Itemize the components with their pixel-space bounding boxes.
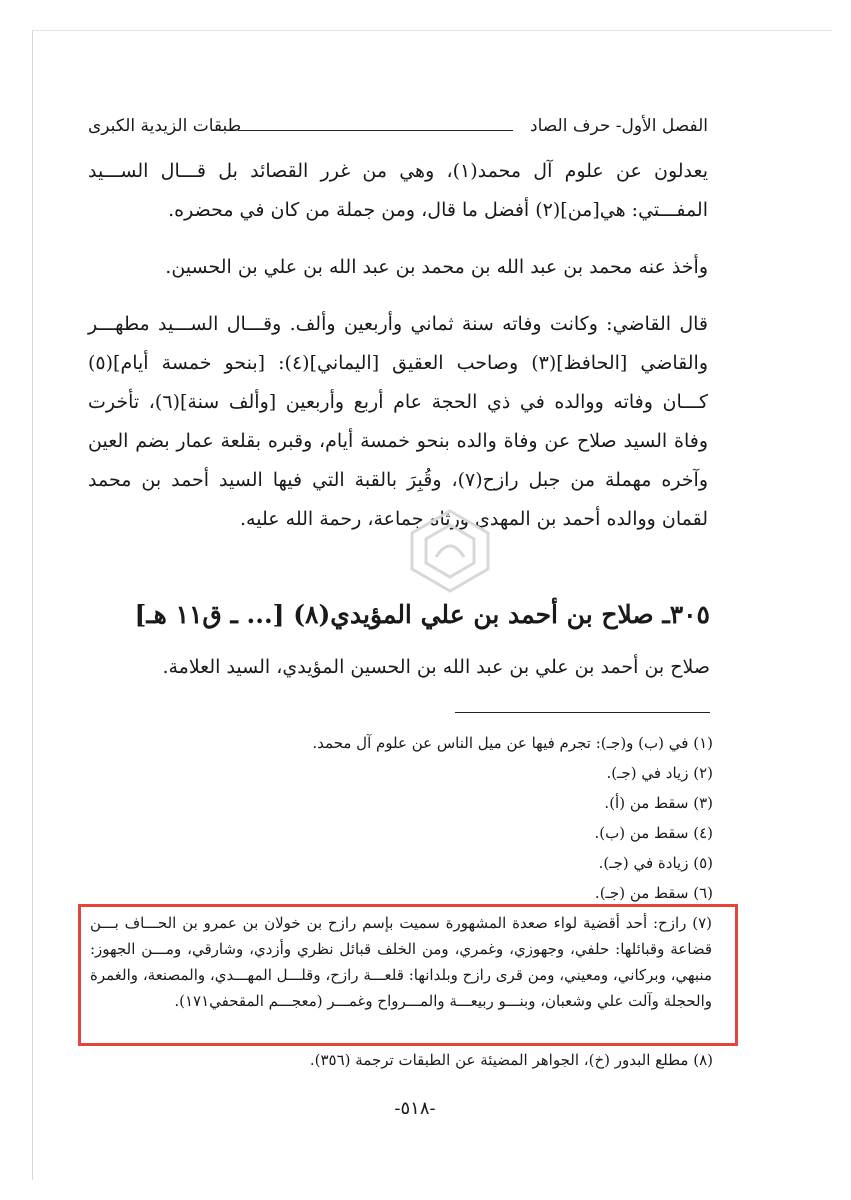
main-text [88,152,708,539]
footnote: (٣) سقط من (أ). [604,794,713,812]
page-number: -٥١٨- [394,1098,436,1119]
library-watermark-icon [400,505,500,595]
footnote: (٥) زيادة في (جـ). [598,854,713,872]
footnote-7-highlighted: (٧) رازح: أحد أقضية لواء صعدة المشهورة سميت بإسم رازح بن خولان بن عمرو بن الحـــاف بـــن قضاعة وقبائلها: حلفي، وجهوزي، وغمري، ومن الخلف قبائل نظري وأزدي، وشارقي، ومـــن الجهوز: منبهي، وبركاني، ومعيني، ومن قرى رازح وبلدانها: قلعـــة رازح، وقلـــل المهـــدي، والمصنعة، والغمرة والحجلة وآلت علي وشعبان، وبنـــو ربيعـــة والمـــرواح وغمـــر (معجـــم المقحفي١٧١). [90,914,712,1010]
footnote: (١) في (ب) و(جـ): تجرم فيها عن ميل الناس عن علوم آل محمد. [312,734,713,752]
footnote: (٦) سقط من (جـ). [594,884,713,902]
header-rule [238,130,513,131]
header-chapter: الفصل الأول- حرف الصاد [530,116,708,136]
paragraph: وأخذ عنه محمد بن عبد الله بن محمد بن عبد الله بن علي بن الحسين. [165,256,708,278]
footnote: (٢) زياد في (جـ). [606,764,713,782]
footnote-rule [455,712,710,713]
paragraph: يعدلون عن علوم آل محمد(١)، وهي من غرر القصائد بل قـــال الســـيد المفـــتي: هي[من](٢) أفضل ما قال، ومن جملة من كان في محضره. [88,160,708,221]
entry-lineage: صلاح بن أحمد بن علي بن عبد الله بن الحسين المؤيدي، السيد العلامة. [162,656,710,678]
footnote-8: (٨) مطلع البدور (خ)، الجواهر المضيئة عن الطبقات ترجمة (٣٥٦). [309,1051,713,1069]
running-header [88,112,708,142]
paragraph: قال القاضي: وكانت وفاته سنة ثماني وأربعين وألف. وقـــال الســـيد مطهـــر والقاضي [الحافظ](٣) وصاحب العقيق [اليماني](٤): [بنحو خمسة أيام](٥) كـــان وفاته ووالده في ذي الحجة عام أربع وأربعين [وألف سنة](٦)، تأخرت وفاة السيد صلاح عن وفاة والده بنحو خمسة أيام، وقبره بقلعة عمار بضم العين وآخره مهملة من جبل رازح(٧)، وقُبِرَ بالقبة التي فيها السيد أحمد بن محمد لقمان ووالده أحمد بن المهدي ورثاه جماعة، رحمة الله عليه. [88,313,708,530]
footnotes [88,728,713,908]
footnote: (٤) سقط من (ب). [594,824,713,842]
header-book-title: طبقات الزيدية الكبرى [88,116,242,136]
entry-heading: ٣٠٥ـ صلاح بن أحمد بن علي المؤيدي(٨) [... ـ ق١١ هـ] [134,600,710,629]
